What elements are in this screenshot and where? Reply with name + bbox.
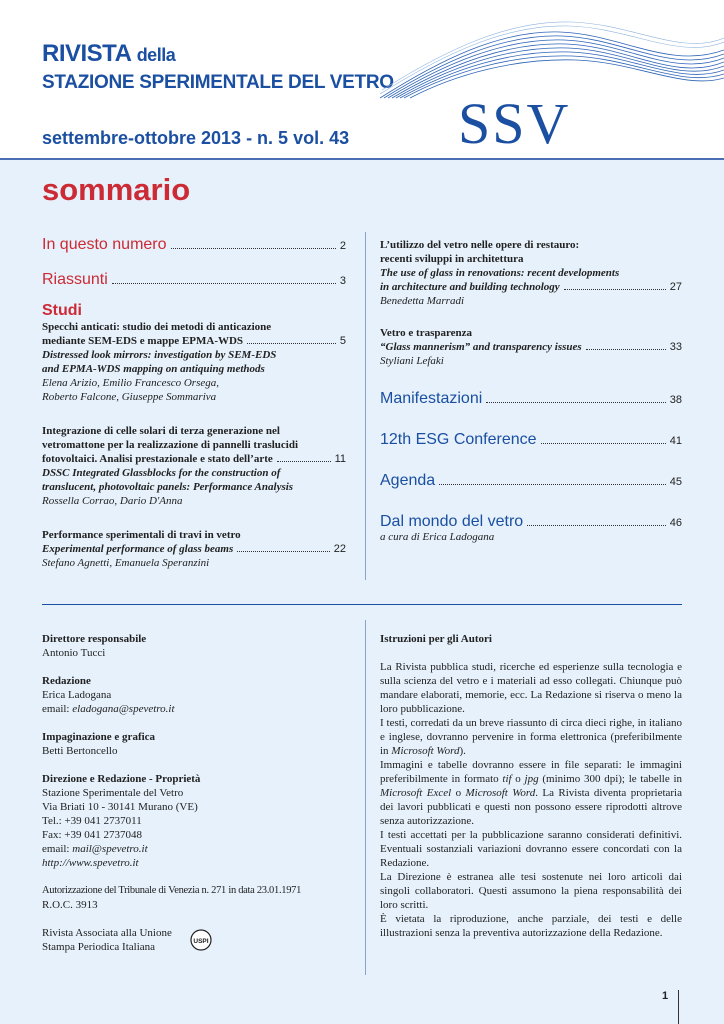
section-label: In questo numero xyxy=(42,236,167,253)
page-ref: 38 xyxy=(669,394,682,406)
toc-article-1[interactable] xyxy=(42,320,346,404)
wave-logo-icon xyxy=(380,20,724,100)
website-link[interactable]: http://www.spevetro.it xyxy=(42,857,139,869)
article-authors: Styliani Lefaki xyxy=(380,355,444,367)
email-label: email: xyxy=(42,843,73,855)
toc-esg-conference[interactable] xyxy=(380,433,682,448)
page-ref: 45 xyxy=(669,476,682,488)
page-number: 1 xyxy=(662,990,669,1002)
email-link[interactable]: mail@spevetro.it xyxy=(72,843,148,855)
article-title: fotovoltaici. Analisi prestazionale e stato dell’arte xyxy=(42,453,273,465)
toc-manifestazioni[interactable] xyxy=(380,392,682,407)
credit-heading: Redazione xyxy=(42,675,91,687)
section-subtitle: a cura di Erica Ladogana xyxy=(380,531,495,543)
instructions-paragraph: La Rivista pubblica studi, ricerche ed esperienze sulla tecnologia e sulla scienza del vetro e i materiali ad esso collegati. Chiunque può mandare elaborati, memorie, ecc. La Redazione si riserva o meno la loro pubblicazione. xyxy=(380,661,682,715)
journal-title xyxy=(42,40,175,68)
toc-riassunti[interactable] xyxy=(42,273,346,288)
toc-left-column xyxy=(42,238,346,570)
page-ref: 22 xyxy=(333,543,346,555)
toc-agenda[interactable] xyxy=(380,474,682,489)
page-ref: 5 xyxy=(339,335,346,347)
uspi-logo-icon xyxy=(190,929,212,951)
article-title-en: in architecture and building technology xyxy=(380,281,560,293)
credit-heading: Impaginazione e grafica xyxy=(42,731,156,743)
page-ref: 2 xyxy=(339,240,346,252)
section-divider xyxy=(42,604,682,605)
article-title-en: The use of glass in renovations: recent developments xyxy=(380,267,620,279)
section-label: Manifestazioni xyxy=(380,390,483,407)
footer-rule xyxy=(678,990,679,1024)
article-authors: Rossella Corrao, Dario D'Anna xyxy=(42,495,183,507)
credit-text: Erica Ladogana xyxy=(42,689,112,701)
toc-studi-heading xyxy=(42,304,346,318)
article-title-en: Experimental performance of glass beams xyxy=(42,543,234,555)
article-title: Specchi anticati: studio dei metodi di anticazione xyxy=(42,321,272,333)
issue-info: settembre-ottobre 2013 - n. 5 vol. 43 xyxy=(42,128,350,148)
credit-email-line xyxy=(42,702,357,716)
toc-right-column xyxy=(380,238,682,544)
column-divider xyxy=(365,620,366,975)
article-title: Integrazione di celle solari di terza generazione nel xyxy=(42,425,280,437)
page-ref: 41 xyxy=(669,435,682,447)
journal-subtitle: STAZIONE SPERIMENTALE DEL VETRO xyxy=(42,72,394,93)
article-authors: Benedetta Marradi xyxy=(380,295,465,307)
credit-text: Antonio Tucci xyxy=(42,647,106,659)
credits-column xyxy=(42,632,357,954)
article-title-line xyxy=(42,334,346,348)
title-della: della xyxy=(136,45,176,65)
section-label: Agenda xyxy=(380,472,436,489)
credit-text: Stazione Sperimentale del Vetro xyxy=(42,787,184,799)
email-link[interactable]: eladogana@spevetro.it xyxy=(72,703,175,715)
credit-text: R.O.C. 3913 xyxy=(42,899,98,911)
page-ref: 11 xyxy=(334,453,346,465)
instructions-paragraph: È vietata la riproduzione, anche parziale, dei testi e delle illustrazioni senza la preventiva autorizzazione della Redazione. xyxy=(380,913,682,939)
article-authors: Stefano Agnetti, Emanuela Speranzini xyxy=(42,557,210,569)
article-title-en: “Glass mannerism” and transparency issues xyxy=(380,341,582,353)
section-label: Studi xyxy=(42,302,82,319)
page-ref: 33 xyxy=(669,341,682,353)
article-title-en: Distressed look mirrors: investigation by SEM-EDS xyxy=(42,349,277,361)
instructions-paragraph: La Direzione è estranea alle tesi sostenute nei loro articoli dai singoli collaboratori. Questi assumono la piena responsabilità dei loro scritti. xyxy=(380,871,682,911)
ssv-logo-text: SSV xyxy=(458,91,571,156)
toc-article-3[interactable] xyxy=(42,528,346,570)
article-title-en: DSSC Integrated Glassblocks for the construction of xyxy=(42,467,281,479)
toc-in-questo-numero[interactable] xyxy=(42,238,346,253)
toc-dal-mondo[interactable] xyxy=(380,515,682,530)
article-title: Vetro e trasparenza xyxy=(380,327,473,339)
article-title-line xyxy=(380,340,682,354)
column-divider xyxy=(365,232,366,580)
page-ref: 3 xyxy=(339,275,346,287)
credit-text: Autorizzazione del Tribunale di Venezia n. 271 in data 23.01.1971 xyxy=(42,885,302,896)
masthead xyxy=(0,0,724,160)
title-rivista: RIVISTA xyxy=(42,40,131,67)
toc-article-5[interactable] xyxy=(380,326,682,368)
article-title: vetromattone per la realizzazione di pannelli traslucidi xyxy=(42,439,299,451)
instructions-paragraph: I testi accettati per la pubblicazione saranno considerati definitivi. Eventuali sostanziali variazioni dovranno essere concordati con la Redazione. xyxy=(380,829,682,869)
article-title-en: translucent, photovoltaic panels: Performance Analysis xyxy=(42,481,294,493)
instructions-paragraph: I testi, corredati da un breve riassunto di circa dieci righe, in italiano e inglese, dovranno pervenire in forma elettronica (preferibilmente in Microsoft Word). xyxy=(380,717,682,757)
section-label: Riassunti xyxy=(42,271,108,288)
page-ref: 46 xyxy=(669,517,682,529)
page-title: sommario xyxy=(42,172,191,207)
section-label: Dal mondo del vetro xyxy=(380,513,524,530)
article-title-line xyxy=(42,542,346,556)
article-title-line xyxy=(380,280,682,294)
credit-heading: Direzione e Redazione - Proprietà xyxy=(42,773,201,785)
instructions-paragraph: Immagini e tabelle dovranno essere in file separati: le immagini preferibilmente in formato tif o jpg (minimo 300 dpi); le tabelle in Microsoft Excel o Microsoft Word. La Rivista diventa proprietaria dei lavori pubblicati e questi non possono essere riprodotti altrove senza autorizzazione. xyxy=(380,759,682,827)
credit-text: Via Briati 10 - 30141 Murano (VE) xyxy=(42,801,198,813)
article-title-en: and EPMA-WDS mapping on antiquing methods xyxy=(42,363,265,375)
article-authors: Roberto Falcone, Giuseppe Sommariva xyxy=(42,391,217,403)
article-title-line xyxy=(42,452,346,466)
credit-email-line xyxy=(42,842,357,856)
article-title: recenti sviluppi in architettura xyxy=(380,253,524,265)
section-label: 12th ESG Conference xyxy=(380,431,537,448)
toc-article-4[interactable] xyxy=(380,238,682,308)
credit-text: Tel.: +39 041 2737011 xyxy=(42,815,142,827)
email-label: email: xyxy=(42,703,73,715)
article-title: Performance sperimentali di travi in vetro xyxy=(42,529,241,541)
article-title: mediante SEM-EDS e mappe EPMA-WDS xyxy=(42,335,244,347)
credit-text: Betti Bertoncello xyxy=(42,745,118,757)
credit-text: Rivista Associata alla Unione xyxy=(42,927,172,939)
uspi-block xyxy=(42,926,357,954)
article-title: L’utilizzo del vetro nelle opere di restauro: xyxy=(380,239,580,251)
credit-text: Fax: +39 041 2737048 xyxy=(42,829,143,841)
toc-article-2[interactable] xyxy=(42,424,346,508)
svg-text:USPI: USPI xyxy=(193,938,209,945)
instructions-column xyxy=(380,632,682,940)
credit-text: Stampa Periodica Italiana xyxy=(42,941,156,953)
credit-heading: Direttore responsabile xyxy=(42,633,147,645)
instructions-heading: Istruzioni per gli Autori xyxy=(380,633,492,645)
page-ref: 27 xyxy=(669,281,682,293)
article-authors: Elena Arizio, Emilio Francesco Orsega, xyxy=(42,377,219,389)
